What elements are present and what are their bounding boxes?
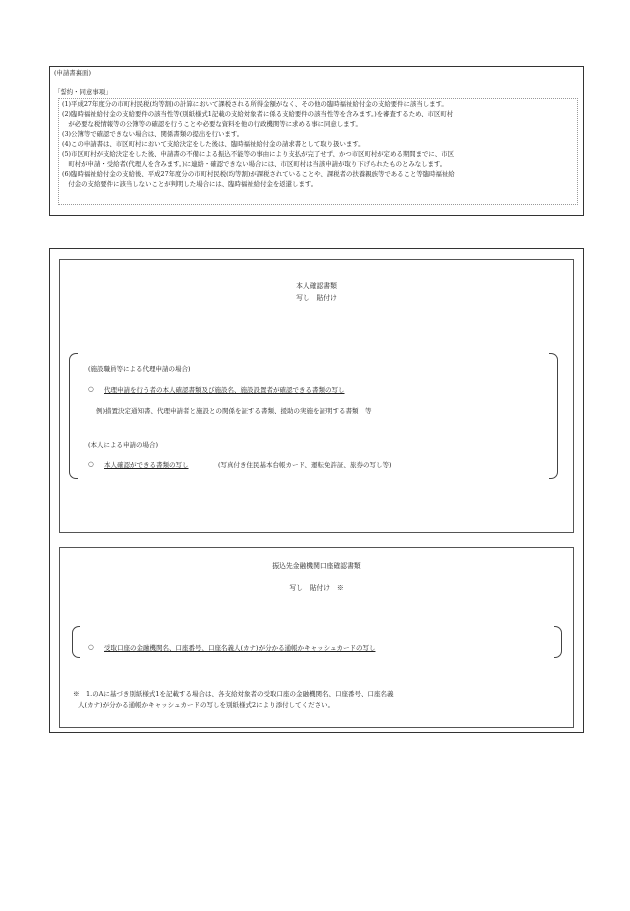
pledge-item: (2)臨時福祉給付金の支給要件の該当性等(別紙様式1記載の支給対象者に係る支給要件の該当性等を含みます。)を審査するため、市区町村 bbox=[62, 110, 454, 118]
section-heading: (申請書裏面) bbox=[54, 69, 91, 77]
identity-subtitle: 写し 貼付け bbox=[296, 294, 337, 302]
self-doc-requirement: 本人確認ができる書類の写し bbox=[104, 461, 189, 469]
bank-doc-requirement: 受取口座の金融機関名、口座番号、口座名義人(カナ)が分かる通帳かキャッシュカードの写し bbox=[104, 644, 376, 652]
proxy-doc-example: 例)措置決定通知書、代理申請者と施設との関係を証する書類、援助の実施を証明する書類 等 bbox=[96, 407, 372, 415]
identity-title: 本人確認書類 bbox=[296, 282, 337, 290]
left-bracket bbox=[69, 353, 78, 479]
pledge-item: 付金の支給要件に該当しないことが判明した場合には、臨時福祉給付金を返還します。 bbox=[62, 180, 318, 188]
bullet: ○ bbox=[88, 643, 94, 651]
pledge-item: 町村が申請・受給者(代理人を含みます。)に連絡・確認できない場合には、市区町村は当該申請が取り下げられたものとみなします。 bbox=[62, 160, 447, 168]
bank-doc-frame bbox=[59, 547, 574, 728]
bullet: ○ bbox=[88, 460, 94, 468]
right-bracket bbox=[549, 353, 558, 479]
bank-title: 振込先金融機関口座確認書類 bbox=[272, 562, 361, 570]
pledge-item: (5)市区町村が支給決定をした後、申請書の不備による振込不能等の事由により支払が完了せず、かつ市区町村が定める期間までに、市区 bbox=[62, 150, 454, 158]
proxy-case-label: (施設職員等による代理申請の場合) bbox=[88, 365, 191, 373]
bank-subtitle: 写し 貼付け ※ bbox=[289, 584, 344, 592]
pledge-item: (3)公簿等で確認できない場合は、関係書類の提出を行います。 bbox=[62, 130, 244, 138]
self-doc-note: (写真付き住民基本台帳カード、運転免許証、旅券の写し等) bbox=[218, 461, 392, 469]
pledge-item: (6)臨時福祉給付金の支給後、平成27年度分の市町村民税(均等割)が課税されていることや、課税者の扶養親族等であること等臨時福祉給 bbox=[62, 170, 455, 178]
pledge-item: が必要な税情報等の公簿等の確認を行うことや必要な資料を他の行政機関等に求める事に同意します。 bbox=[62, 120, 362, 128]
bank-note-line: ※ 1.のAに基づき別紙様式1を記載する場合は、各支給対象者の受取口座の金融機関名、口座番号、口座名義 bbox=[73, 690, 394, 698]
attachment-sheet bbox=[49, 248, 584, 733]
pledge-heading: 「誓約・同意事項」 bbox=[54, 88, 112, 96]
bullet: ○ bbox=[88, 385, 94, 393]
pledge-item: (4)この申請書は、市区町村において支給決定をした後は、臨時福祉給付金の請求書として取り扱います。 bbox=[62, 140, 365, 148]
self-case-label: (本人による申請の場合) bbox=[88, 441, 159, 449]
proxy-doc-requirement: 代理申請を行う者の本人確認書類及び施設名、施設設置者が確認できる書類の写し bbox=[104, 386, 345, 394]
identity-doc-frame bbox=[59, 259, 574, 533]
right-bracket bbox=[554, 626, 562, 658]
pledge-section bbox=[49, 66, 584, 216]
pledge-item: (1)平成27年度分の市町村民税(均等割)の計算において課税される所得金額がなく、その他の臨時福祉給付金の支給要件に該当します。 bbox=[62, 100, 448, 108]
bank-note-line: 人(カナ)が分かる通帳かキャッシュカードの写しを別紙様式2により添付してください。 bbox=[78, 701, 335, 709]
left-bracket bbox=[72, 626, 80, 658]
